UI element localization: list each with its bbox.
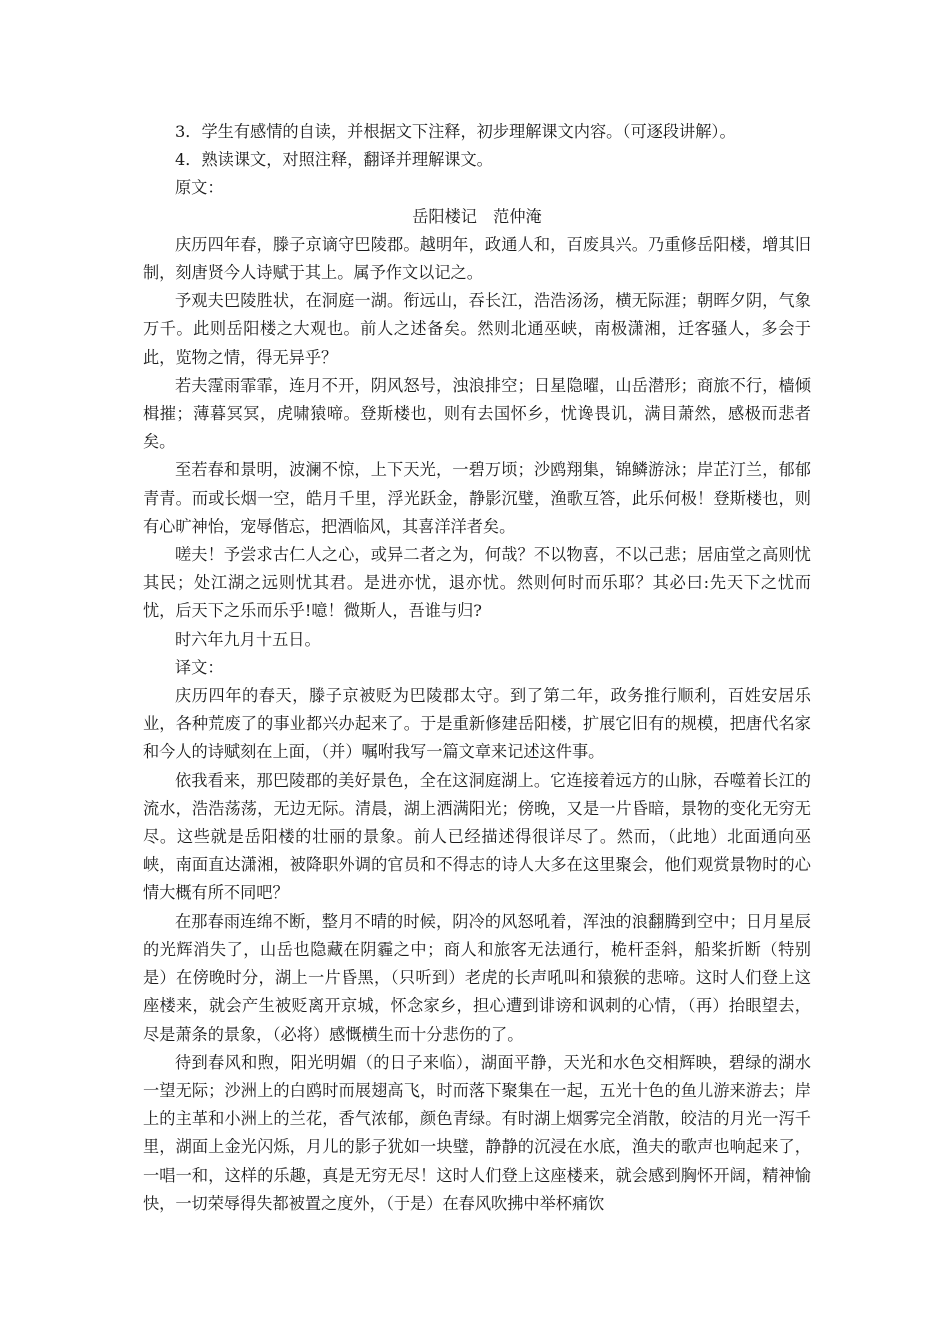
instruction-step-3: 3．学生有感情的自读，并根据文下注释，初步理解课文内容。（可逐段讲解）。 — [175, 122, 736, 141]
essay-title: 岳阳楼记 范仲淹 — [412, 206, 542, 226]
original-label: 原文： — [175, 178, 224, 198]
translation-label: 译文： — [175, 657, 224, 677]
translation-paragraph: 依我看来，那巴陵郡的美好景色，全在这洞庭湖上。它连接着远方的山脉，吞噬着长江的流水，浩浩荡荡，无边无际。清晨，湖上洒满阳光；傍晚，又是一片昏暗，景物的变化无穷无尽。这些就是岳阳楼的壮丽的景象。前人已经描述得很详尽了。然而，（此地）北面通向巫峡，南面直达潇湘，被降职外调的官员和不得志的诗人大多在这里聚会，他们观赏景物时的心情大概有所不同吧？ — [143, 770, 811, 903]
instruction-step-4: 4．熟读课文，对照注释，翻译并理解课文。 — [175, 150, 493, 170]
translation-paragraph: 待到春风和煦，阳光明媚（的日子来临），湖面平静，天光和水色交相辉映，碧绿的湖水一望无际；沙洲上的白鸥时而展翅高飞，时而落下聚集在一起，五光十色的鱼儿游来游去；岸上的主革和小洲上的兰花，香气浓郁，颜色青绿。有时湖上烟雾完全消散，皎洁的月光一泻千里，湖面上金光闪烁，月儿的影子犹如一块璧，静静的沉浸在水底，渔夫的歌声也响起来了，一唱一和，这样的乐趣，真是无穷无尽！这时人们登上这座楼来，就会感到胸怀开阔，精神愉快，一切荣辱得失都被置之度外，（于是）在春风吹拂中举杯痛饮 — [143, 1052, 811, 1213]
original-paragraph: 至若春和景明，波澜不惊，上下天光，一碧万顷；沙鸥翔集，锦鳞游泳；岸芷汀兰，郁郁青青。而或长烟一空，皓月千里，浮光跃金，静影沉璧，渔歌互答，此乐何极！登斯楼也，则有心旷神怡，宠辱偕忘，把酒临风，其喜洋洋者矣。 — [143, 460, 811, 536]
document-page — [143, 118, 811, 1218]
original-date-line: 时六年九月十五日。 — [175, 629, 321, 649]
translation-paragraph: 在那春雨连绵不断，整月不晴的时候，阴冷的风怒吼着，浑浊的浪翻腾到空中；日月星辰的光辉消失了，山岳也隐藏在阴霾之中；商人和旅客无法通行，桅杆歪斜，船桨折断（特别是）在傍晚时分，湖上一片昏黑，（只听到）老虎的长声吼叫和猿猴的悲啼。这时人们登上这座楼来，就会产生被贬离开京城，怀念家乡，担心遭到诽谤和讽刺的心情，（再）抬眼望去，尽是萧条的景象，（必将）感慨横生而十分悲伤的了。 — [143, 911, 811, 1044]
original-paragraph: 嗟夫！予尝求古仁人之心，或异二者之为，何哉？不以物喜，不以己悲；居庙堂之高则忧其民；处江湖之远则忧其君。是进亦忧，退亦忧。然则何时而乐耶？其必曰:先天下之忧而忧，后天下之乐而乐乎!噫！微斯人，吾谁与归? — [143, 545, 811, 621]
translation-paragraph: 庆历四年的春天，滕子京被贬为巴陵郡太守。到了第二年，政务推行顺利，百姓安居乐业，各种荒废了的事业都兴办起来了。于是重新修建岳阳楼，扩展它旧有的规模，把唐代名家和今人的诗赋刻在上面，（并）嘱咐我写一篇文章来记述这件事。 — [143, 686, 811, 762]
original-paragraph: 庆历四年春，滕子京谪守巴陵郡。越明年，政通人和，百废具兴。乃重修岳阳楼，增其旧制，刻唐贤今人诗赋于其上。属予作文以记之。 — [143, 234, 811, 283]
original-paragraph: 予观夫巴陵胜状，在洞庭一湖。衔远山，吞长江，浩浩汤汤，横无际涯；朝晖夕阴，气象万千。此则岳阳楼之大观也。前人之述备矣。然则北通巫峡，南极潇湘，迁客骚人，多会于此，览物之情，得无异乎？ — [143, 291, 811, 367]
original-paragraph: 若夫霪雨霏霏，连月不开，阴风怒号，浊浪排空；日星隐曜，山岳潜形；商旅不行，樯倾楫摧；薄暮冥冥，虎啸猿啼。登斯楼也，则有去国怀乡，忧谗畏讥，满目萧然，感极而悲者矣。 — [143, 375, 811, 452]
